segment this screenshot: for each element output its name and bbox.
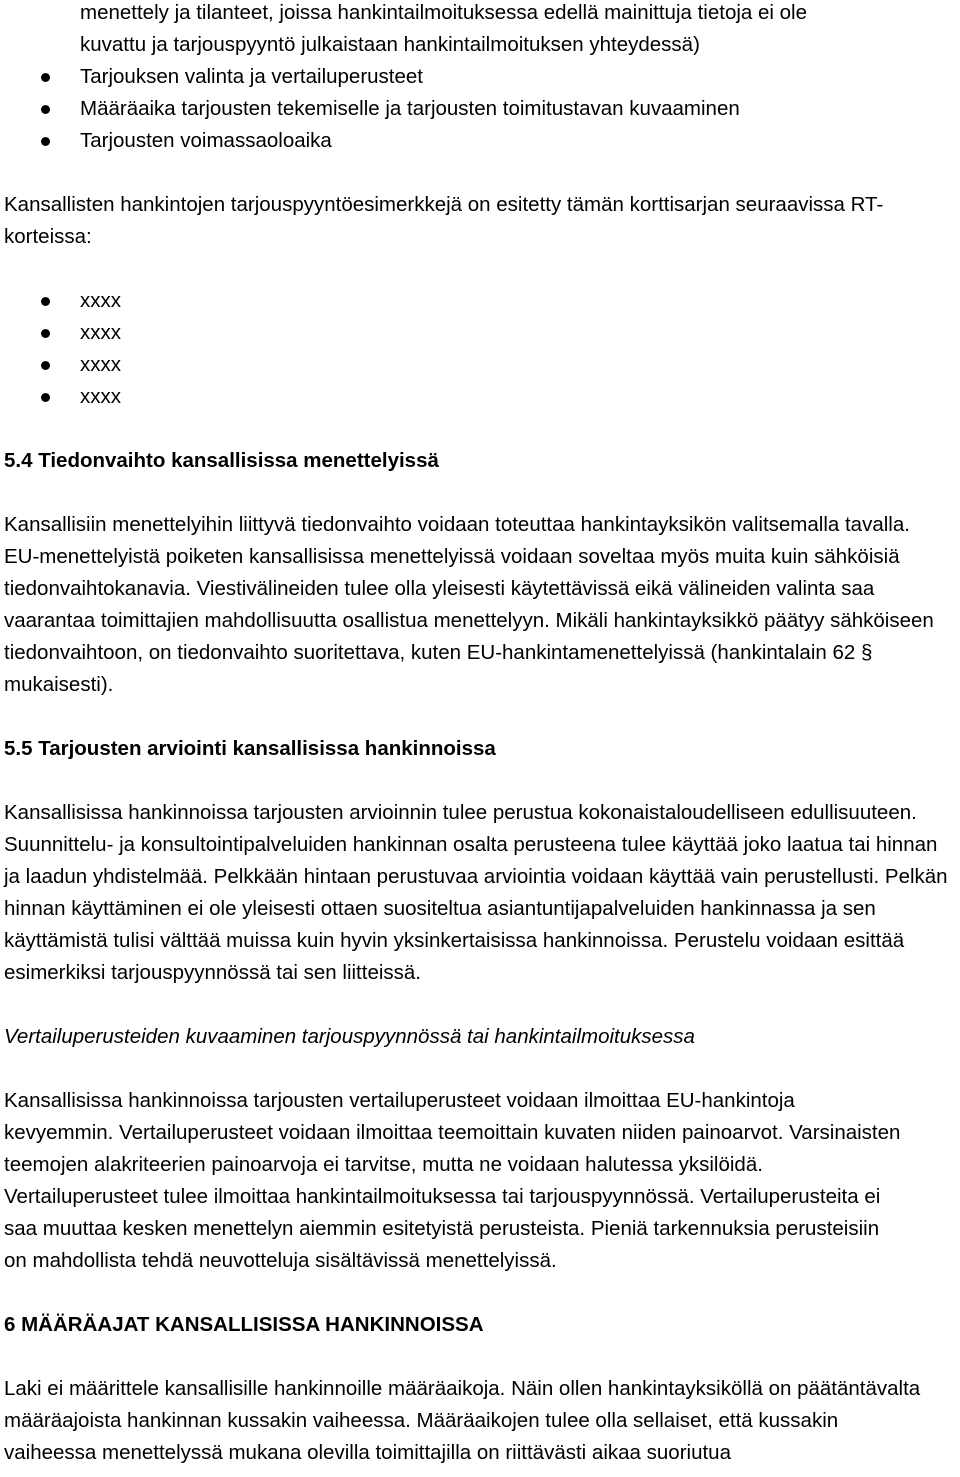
requirement-bullet-list (4, 61, 956, 157)
section-heading-5-5: 5.5 Tarjousten arviointi kansallisissa hankinnoissa (4, 737, 496, 760)
list-item-text: Tarjousten voimassaoloaika (80, 129, 332, 152)
list-item (4, 349, 956, 381)
section-5-5-body: Kansallisissa hankinnoissa tarjousten arvioinnin tulee perustua kokonaistaloudelliseen edullisuuteen. Suunnittelu- ja konsultointipalveluiden hankinnan osalta perusteena tulee käyttää joko laatua tai hinnan ja laadun yhdistelmää. Pelkkään hintaan perustuvaa arviointia voidaan käyttää vain perustellusti. Pelkän hinnan käyttäminen ei ole yleisesti ottaen suositeltua asiantuntijapalveluiden hankinnassa ja sen käyttämistä tulisi välttää muissa kuin hyvin yksinkertaisissa hankinnoissa. Perustelu voidaan esittää esimerkiksi tarjouspyynnössä tai sen liitteissä. (4, 801, 948, 984)
rt-card-ref: xxxx (80, 289, 121, 312)
subsection-heading-vertailu: Vertailuperusteiden kuvaaminen tarjouspyynnössä tai hankintailmoituksessa (4, 1025, 695, 1048)
list-item (4, 381, 956, 413)
section-heading-5-4: 5.4 Tiedonvaihto kansallisissa menettelyissä (4, 449, 439, 472)
spacer (4, 1277, 956, 1309)
bullet-icon (41, 361, 50, 370)
rt-card-ref: xxxx (80, 385, 121, 408)
list-item (4, 93, 956, 125)
list-item-text: Tarjouksen valinta ja vertailuperusteet (80, 65, 423, 88)
bullet-icon (41, 73, 50, 82)
rt-card-list (4, 285, 956, 413)
examples-paragraph: Kansallisten hankintojen tarjouspyyntöesimerkkejä on esitetty tämän korttisarjan seuraavissa RT-korteissa: (4, 193, 884, 248)
list-item (4, 61, 956, 93)
spacer (4, 701, 956, 733)
list-item-text: Määräaika tarjousten tekemiselle ja tarjousten toimitustavan kuvaaminen (80, 97, 740, 120)
list-item (4, 317, 956, 349)
section-5-4-body: Kansallisiin menettelyihin liittyvä tiedonvaihto voidaan toteuttaa hankintayksikön valitsemalla tavalla. EU-menettelyistä poiketen kansallisissa menettelyissä voidaan soveltaa myös muita kuin sähköisiä tiedonvaihtokanavia. Viestivälineiden tulee olla yleisesti käytettävissä eikä välineiden valinta saa vaarantaa toimittajien mahdollisuutta osallistua menettelyyn. Mikäli hankintayksikkö päätyy sähköiseen tiedonvaihtoon, on tiedonvaihto suoritettava, kuten EU-hankintamenettelyissä (hankintalain 62 § mukaisesti). (4, 513, 934, 696)
spacer (4, 413, 956, 445)
spacer (4, 157, 956, 189)
spacer (4, 253, 956, 285)
intro-continuation-line-2: kuvattu ja tarjouspyyntö julkaistaan hankintailmoituksen yhteydessä) (80, 33, 700, 56)
spacer (4, 1053, 956, 1085)
spacer (4, 765, 956, 797)
bullet-icon (41, 105, 50, 114)
rt-card-ref: xxxx (80, 321, 121, 344)
subsection-vertailu-body: Kansallisissa hankinnoissa tarjousten vertailuperusteet voidaan ilmoittaa EU-hankintoja kevyemmin. Vertailuperusteet voidaan ilmoittaa teemoittain kuvaten niiden painoarvot. Varsinaisten teemojen alakriteerien painoarvoja ei tarvitse, mutta ne voidaan halutessa yksilöidä. Vertailuperusteet tulee ilmoittaa hankintailmoituksessa tai tarjouspyynnössä. Vertailuperusteita ei saa muuttaa kesken menettelyn aiemmin esitetyistä perusteista. Pieniä tarkennuksia perusteisiin on mahdollista tehdä neuvotteluja sisältävissä menettelyissä. (4, 1089, 901, 1272)
spacer (4, 1341, 956, 1373)
bullet-icon (41, 329, 50, 338)
bullet-icon (41, 137, 50, 146)
bullet-icon (41, 393, 50, 402)
section-6-body: Laki ei määrittele kansallisille hankinnoille määräaikoja. Näin ollen hankintayksiköllä on päätäntävalta määräajoista hankinnan kussakin vaiheessa. Määräaikojen tulee olla sellaiset, että kussakin vaiheessa menettelyssä mukana olevilla toimittajilla on riittävästi aikaa suoriutua (4, 1377, 921, 1464)
spacer (4, 989, 956, 1021)
list-item (4, 285, 956, 317)
list-item (4, 125, 956, 157)
rt-card-ref: xxxx (80, 353, 121, 376)
intro-continuation-line-1: menettely ja tilanteet, joissa hankintailmoituksessa edellä mainittuja tietoja ei ole (80, 1, 808, 24)
document-page (4, 0, 956, 1469)
spacer (4, 477, 956, 509)
section-heading-6: 6 MÄÄRÄAJAT KANSALLISISSA HANKINNOISSA (4, 1313, 484, 1336)
bullet-icon (41, 297, 50, 306)
